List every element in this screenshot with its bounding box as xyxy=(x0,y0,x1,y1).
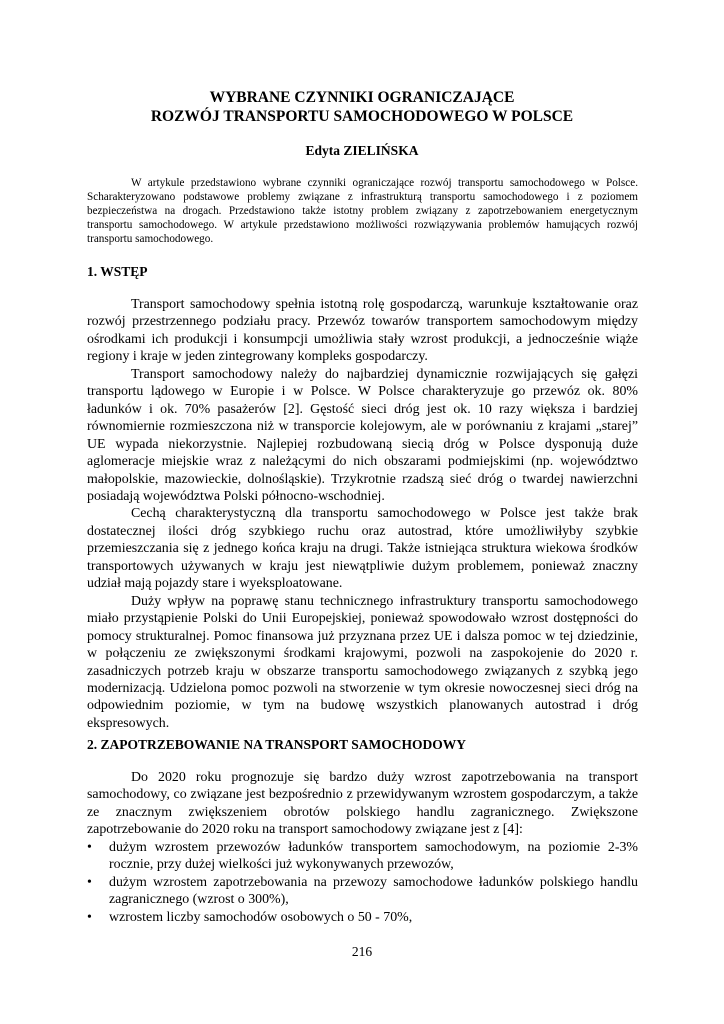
paragraph xyxy=(87,505,638,592)
page-number: 216 xyxy=(351,944,373,959)
abstract-text: W artykule przedstawiono wybrane czynniki ograniczające rozwój transportu samochodowego w Polsce. Scharakteryzowano podstawowe problemy związane z infrastrukturą transportu samochodowego i z poziomem bezpieczeństwa na drogach. Przedstawiono także istotny problem związany z zapotrzebowaniem energetycznym transportu samochodowego. W artykule przedstawiono możliwości rozwiązywania problemów hamujących rozwój transportu samochodowego. xyxy=(87,177,638,246)
list-item-text: wzrostem liczby samochodów osobowych o 50 - 70%, xyxy=(109,909,413,925)
paragraph-text: Cechą charakterystyczną dla transportu samochodowego w Polsce jest także brak dostatecznej ilości dróg szybkiego ruchu oraz autostrad, które umożliwiłyby szybkie przemieszczania się z jednego końca kraju na drugi. Także istniejąca struktura wiekowa środków transportowych używanych w kraju jest niewątpliwie dużym problemem, ponieważ znaczny udział mają pojazdy stare i wyeksploatowane. xyxy=(87,506,638,592)
paragraph-text: Do 2020 roku prognozuje się bardzo duży wzrost zapotrzebowania na transport samochodowy, co związane jest bezpośrednio z przewidywanym wzrostem gospodarczym, a także ze znacznym zwiększeniem obrotów polskiego handlu zagranicznego. Zwiększone zapotrzebowanie do 2020 roku na transport samochodowy związane jest z [4]: xyxy=(87,770,638,838)
paragraph xyxy=(87,769,638,839)
bullet-icon: • xyxy=(87,839,92,855)
list-item xyxy=(87,874,638,909)
paragraph xyxy=(87,593,638,733)
section-2-heading: 2. ZAPOTRZEBOWANIE NA TRANSPORT SAMOCHODOWY xyxy=(87,737,466,752)
list-item-text: dużym wzrostem przewozów ładunków transportem samochodowym, na poziomie 2-3% rocznie, przy dużej wielkości już wykonywanych przewozów, xyxy=(109,839,638,873)
list-item xyxy=(87,839,638,874)
section-1-body xyxy=(87,296,638,732)
bullet-icon: • xyxy=(87,874,92,890)
title-line-2: ROZWÓJ TRANSPORTU SAMOCHODOWEGO W POLSCE xyxy=(150,108,574,125)
list-item xyxy=(87,909,638,926)
paper-title xyxy=(60,88,664,126)
abstract xyxy=(87,176,638,246)
section-1-heading: 1. WSTĘP xyxy=(87,264,148,279)
paragraph xyxy=(87,366,638,506)
paragraph-text: Transport samochodowy spełnia istotną rolę gospodarczą, warunkuje kształtowanie oraz rozwój przestrzennego podziału pracy. Przewóz towarów transportem samochodowym między ośrodkami ich produkcji i konsumpcji umożliwia stały wzrost produkcji, a jednocześnie wiąże regiony i kraje w jeden zintegrowany kompleks gospodarczy. xyxy=(87,297,638,365)
paragraph-text: Transport samochodowy należy do najbardziej dynamicznie rozwijających się gałęzi transportu lądowego w Europie i w Polsce. W Polsce charakteryzuje go przewóz ok. 80% ładunków i ok. 70% pasażerów [2]. Gęstość sieci dróg jest ok. 10 razy większa i bardziej równomiernie rozmieszczona niż w transporcie kolejowym, ale w porównaniu z krajami „starej” UE wypada niekorzystnie. Najlepiej rozbudowaną siecią dróg w Polsce dysponują duże aglomeracje miejskie wraz z należącymi do nich obszarami podmiejskimi (np. województwo małopolskie, mazowieckie, dolnośląskie). Trzykrotnie rzadszą sieć dróg o twardej nawierzchni posiadają województwa Polski północno-wschodniej. xyxy=(87,366,638,504)
paragraph-text: Duży wpływ na poprawę stanu technicznego infrastruktury transportu samochodowego miało przystąpienie Polski do Unii Europejskiej, ponieważ spowodowało wzrost dostępności do pomocy strukturalnej. Pomoc finansowa już przyznana przez UE i dalsza pomoc w tej dziedzinie, w połączeniu ze zwiększonymi środkami krajowymi, pozwoli na zaspokojenie do 2020 r. zasadniczych potrzeb kraju w obszarze transportu samochodowego związanych z szybką jego modernizacją. Udzielona pomoc pozwoli na stworzenie w tym okresie nowoczesnej sieci dróg na odpowiednim poziomie, w tym na budowę wszystkich planowanych autostrad i dróg ekspresowych. xyxy=(87,593,638,731)
title-line-1: WYBRANE CZYNNIKI OGRANICZAJĄCE xyxy=(209,89,515,106)
list-item-text: dużym wzrostem zapotrzebowania na przewozy samochodowe ładunków polskiego handlu zagranicznego (wzrost o 300%), xyxy=(109,874,638,908)
bullet-list xyxy=(87,839,638,926)
paragraph xyxy=(87,296,638,366)
section-2-body xyxy=(87,769,638,926)
author-name: Edyta ZIELIŃSKA xyxy=(305,143,419,158)
bullet-icon: • xyxy=(87,909,92,925)
